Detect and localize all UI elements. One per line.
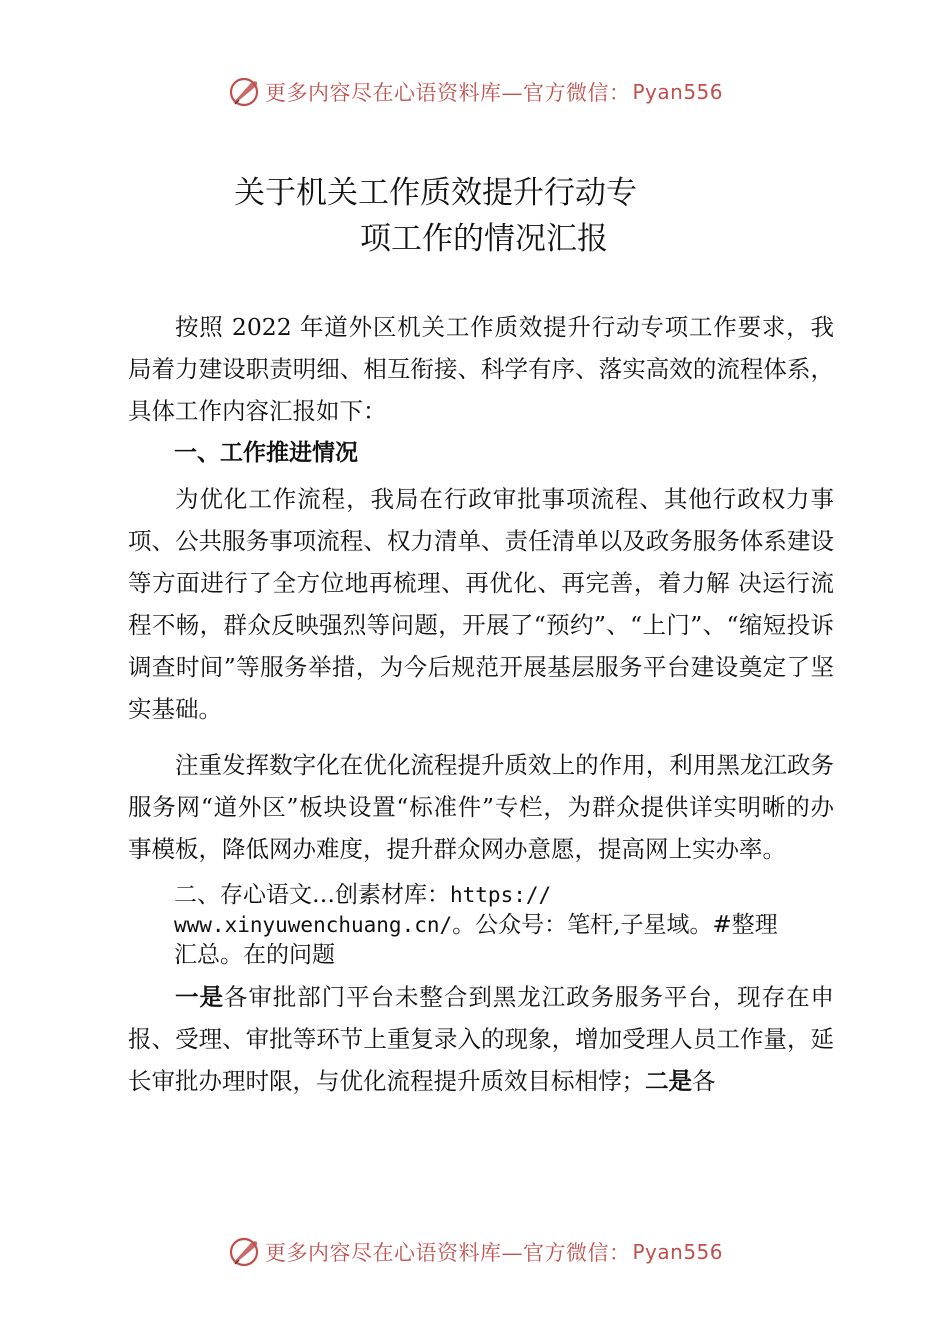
intro-paragraph: 按照 2022 年道外区机关工作质效提升行动专项工作要求，我局着力建设职责明细、相互衔接、科学有序、落实高效的流程体系，具体工作内容汇报如下： [128,313,834,425]
section-2-prefix: 二、存心语文…创素材库： [174,882,450,908]
title-line-2: 项工作的情况汇报 [360,221,608,257]
watermark-footer [0,1232,950,1272]
section-1-paragraph-1: 为优化工作流程，我局在行政审批事项流程、其他行政权力事项、公共服务事项流程、权力清单、责任清单以及政务服务体系建设等方面进行了全方位地再梳理、再优化、再完善，着力解 决运行流程不畅，群众反映强烈等问题，开展了“预约”、“上门”、“缩短投诉调查时间”等服务举措，为今后规范开展基层服务平台建设奠定了坚实基础。 [128,485,834,723]
issue-1-lead: 一是 [175,983,224,1011]
section-2-heading [128,880,834,970]
section-1-paragraph-2: 注重发挥数字化在优化流程提升质效上的作用，利用黑龙江政务服务网“道外区”板块设置“标准件”专栏，为群众提供详实明晰的办事模板，降低网办难度，提升群众网办意愿，提高网上实办率。 [128,751,834,863]
watermark-text: 更多内容尽在心语资料库—官方微信： [264,1241,631,1265]
section-2-url-part-2: www.xinyuwenchuang.cn/ [174,913,453,937]
quill-pen-circle-icon [227,75,261,109]
watermark-header [0,72,950,112]
issue-2-text: 各 [692,1067,716,1095]
section-2-line-3: 汇总。在的问题 [174,942,335,968]
section-1-heading: 一、工作推进情况 [174,440,358,466]
section-2-url-part-1: https:// [450,883,552,907]
watermark-text: 更多内容尽在心语资料库—官方微信： [264,81,631,105]
issue-2-lead: 二是 [645,1067,692,1095]
document-body [128,306,834,1102]
title-line-1: 关于机关工作质效提升行动专 [234,175,637,211]
section-2-middle: 。公众号：笔杆,子星域。#整理 [452,912,778,938]
watermark-wechat-id: Pyan556 [632,1240,723,1264]
issue-1-text: 各审批部门平台未整合到黑龙江政务服务平台，现存在申报、受理、审批等环节上重复录入的现象，增加受理人员工作量，延长审批办理时限，与优化流程提升质效目标相悖； [128,983,835,1095]
issues-paragraph [128,976,834,1102]
watermark-wechat-id: Pyan556 [632,80,723,104]
quill-pen-circle-icon [227,1235,261,1269]
